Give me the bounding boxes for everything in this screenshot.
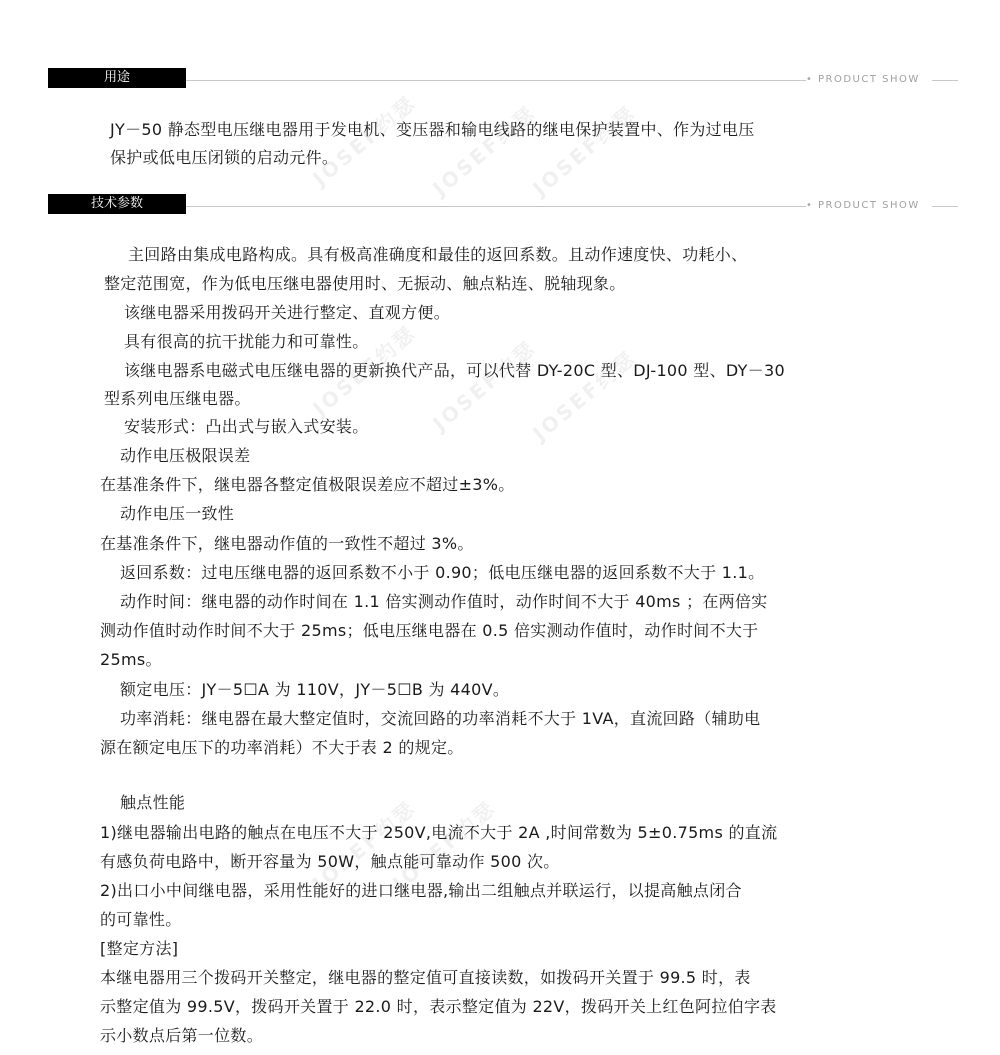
tech-line: 返回系数：过电压继电器的返回系数不小于 0.90；低电压继电器的返回系数不大于 1.1。 <box>120 563 765 582</box>
watermark: JOSEF约瑟 <box>308 320 421 421</box>
tech-line: 具有很高的抗干扰能力和可靠性。 <box>124 332 369 351</box>
tech-line: 示小数点后第一位数。 <box>100 1026 264 1045</box>
tech-line: 型系列电压继电器。 <box>104 389 251 408</box>
tech-line: 有感负荷电路中，断开容量为 50W，触点能可靠动作 500 次。 <box>100 852 560 871</box>
section-header-usage <box>48 68 958 88</box>
usage-line: 保护或低电压闭锁的启动元件。 <box>110 148 339 167</box>
tech-line: 触点性能 <box>120 793 186 812</box>
watermark: JOSEF约瑟 <box>528 100 641 201</box>
watermark: JOSEF约瑟 <box>428 335 541 436</box>
tech-line: 2)出口小中间继电器，采用性能好的进口继电器,输出二组触点并联运行，以提高触点闭合 <box>100 881 742 900</box>
tech-line: 的可靠性。 <box>100 910 182 929</box>
tech-line: 该继电器系电磁式电压继电器的更新换代产品，可以代替 DY-20C 型、DJ-100 型、DY－30 <box>124 361 785 380</box>
dot-icon: • <box>806 74 812 85</box>
tech-line: 动作电压一致性 <box>120 504 235 523</box>
tech-line: 动作电压极限误差 <box>120 446 251 465</box>
tech-line: 安装形式：凸出式与嵌入式安装。 <box>124 417 369 436</box>
tech-line: 该继电器采用拨码开关进行整定、直观方便。 <box>124 303 451 322</box>
tech-line: 源在额定电压下的功率消耗）不大于表 2 的规定。 <box>100 738 464 757</box>
tech-line: 在基准条件下，继电器各整定值极限误差应不超过±3%。 <box>100 475 515 494</box>
section-header-tech <box>48 194 958 214</box>
divider <box>186 80 806 81</box>
tech-line: 主回路由集成电路构成。具有极高准确度和最佳的返回系数。且动作速度快、功耗小、 <box>128 245 748 264</box>
tech-line: 动作时间：继电器的动作时间在 1.1 倍实测动作值时，动作时间不大于 40ms ；在两倍实 <box>120 592 768 611</box>
watermark: JOSEF约瑟 <box>428 100 541 201</box>
tech-line: 功率消耗：继电器在最大整定值时，交流回路的功率消耗不大于 1VA，直流回路（辅助电 <box>120 709 761 728</box>
tech-line: 1)继电器输出电路的触点在电压不大于 250V,电流不大于 2A ,时间常数为 5±0.75ms 的直流 <box>100 823 778 842</box>
watermark: JOSEF约瑟 <box>308 795 421 896</box>
divider <box>186 206 806 207</box>
divider <box>932 80 958 81</box>
watermark: JOSEF约瑟 <box>388 795 501 896</box>
tech-line: 示整定值为 99.5V，拨码开关置于 22.0 时，表示整定值为 22V，拨码开关上红色阿拉伯字表 <box>100 997 777 1016</box>
dot-icon: • <box>806 200 812 211</box>
divider <box>932 206 958 207</box>
section-tag: PRODUCT SHOW <box>818 74 920 85</box>
usage-line: JY－50 静态型电压继电器用于发电机、变压器和输电线路的继电保护装置中、作为过电压 <box>110 120 755 139</box>
section-title: 技术参数 <box>48 194 186 214</box>
section-tag: PRODUCT SHOW <box>818 200 920 211</box>
watermark: JOSEF约瑟 <box>528 345 641 446</box>
tech-line: 整定范围宽，作为低电压继电器使用时、无振动、触点粘连、脱轴现象。 <box>104 274 626 293</box>
watermark: JOSEF约瑟 <box>308 90 421 191</box>
tech-line: [整定方法] <box>100 939 179 958</box>
tech-line: 25ms。 <box>100 650 162 669</box>
section-title: 用途 <box>48 68 186 88</box>
tech-line: 在基准条件下，继电器动作值的一致性不超过 3%。 <box>100 534 474 553</box>
tech-line: 额定电压：JY－5☐A 为 110V，JY－5☐B 为 440V。 <box>120 680 510 699</box>
tech-line: 本继电器用三个拨码开关整定，继电器的整定值可直接读数，如拨码开关置于 99.5 时，表 <box>100 968 751 987</box>
tech-line: 测动作值时动作时间不大于 25ms；低电压继电器在 0.5 倍实测动作值时，动作时间不大于 <box>100 621 759 640</box>
